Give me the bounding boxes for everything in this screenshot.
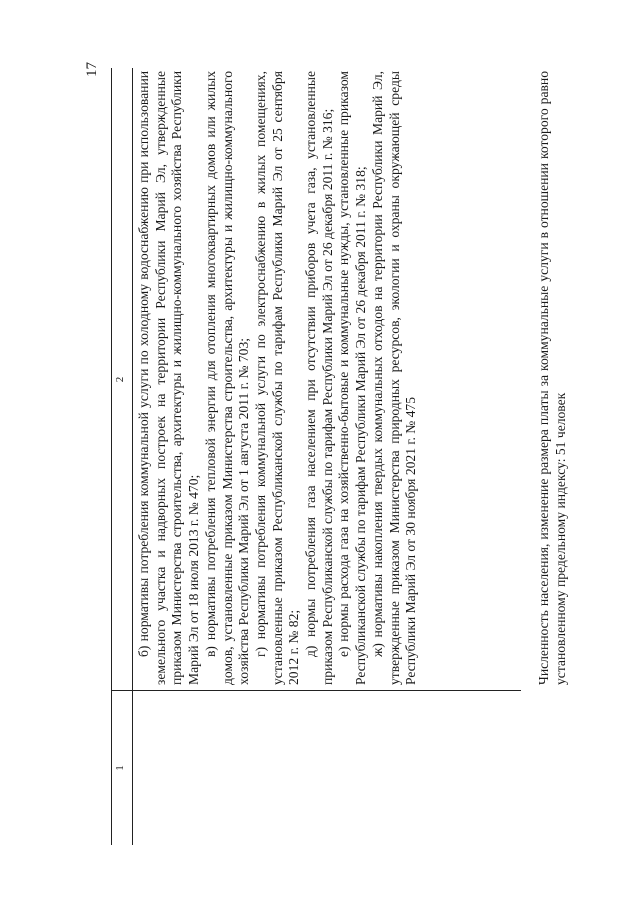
list-item: д) нормы потребления газа населением при отсутствии приборов учета газа, установленные приказом Республиканской службы по тарифам Республики Марий Эл от 26 декабря 2011 г. № 316; [303,71,335,685]
list-item: в) нормативы потребления тепловой энергии для отопления многоквартирных домов или жилых домов, установленные приказом Министерства строительства, архитектуры и жилищно-коммунального хозяйства Республики Марий Эл от 1 августа 2011 г. № 703; [202,71,252,685]
column-header-2: 2 [114,376,126,383]
table-header-border [132,68,133,845]
list-item: г) нормативы потребления коммунальной услуги по электроснабжению в жилых помещениях, установленные приказом Республиканской службы по тарифам Республики Марий Эл от 25 сентября 2012 г. № 82; [252,71,302,685]
column-header-1: 1 [114,765,126,771]
population-note-text: Численность населения, изменение размера платы за коммунальные услуги в отношении которого равно установленному предельному индексу: 51 человек [536,71,568,685]
table-cell-content [136,71,420,685]
list-item: е) нормы расхода газа на хозяйственно-бытовые и коммунальные нужды, установленные приказом Республиканской службы по тарифам Республики Марий Эл от 26 декабря 2011 г. № 318; [336,71,369,685]
column-divider [111,690,521,691]
list-item: ж) нормативы накопления твердых коммунальных отходов на территории Республики Марий Эл, утвержденные приказом Министерства природных ресурсов, экологии и охраны окружающей среды Республики Марий Эл от 30 ноября 2021 г. № 475 [369,71,419,685]
list-item: б) нормативы потребления коммунальной услуги по холодному водоснабжению при использовании земельного участка и надворных построек на территории Республики Марий Эл, утвержденные приказом Министерства строительства, архитектуры и жилищно-коммунального хозяйства Республики Марий Эл от 18 июля 2013 г. № 470; [136,71,202,685]
table-top-border [111,68,112,845]
page-number: 17 [84,62,100,77]
population-note [536,71,569,685]
